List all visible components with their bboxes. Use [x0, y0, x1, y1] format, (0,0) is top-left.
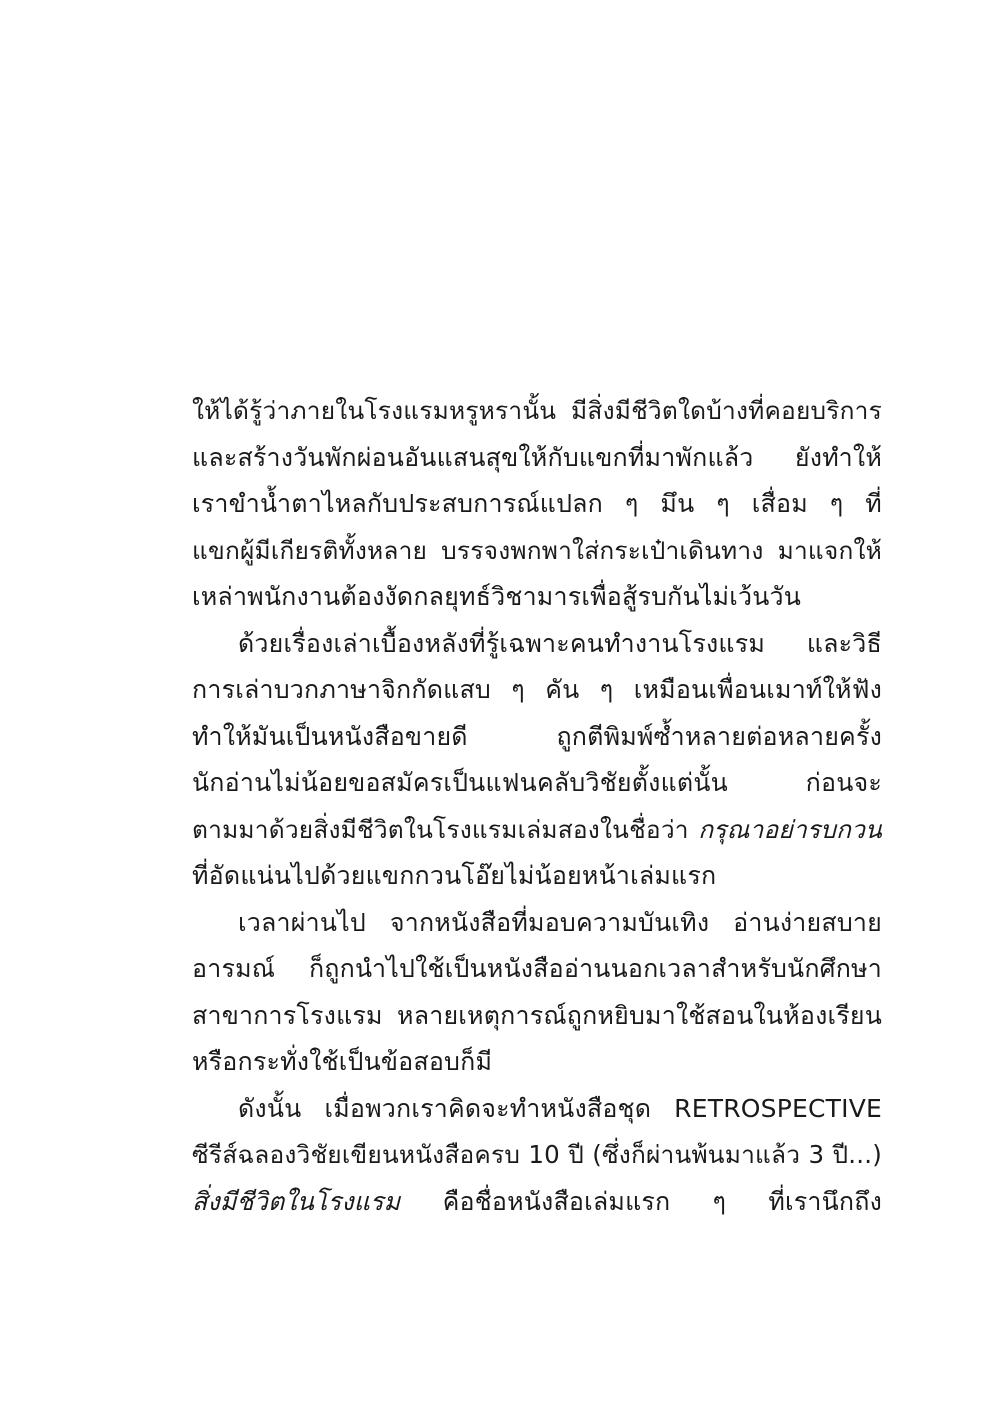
- paragraph-line: ดังนั้น เมื่อพวกเราคิดจะทำหนังสือชุด RETROSPECTIVE: [238, 1093, 882, 1123]
- paragraph-line: ทำให้มันเป็นหนังสือขายดี ถูกตีพิมพ์ซ้ำหลายต่อหลายครั้ง: [192, 721, 882, 751]
- paragraph-line: เราขำน้ำตาไหลกับประสบการณ์แปลก ๆ มึน ๆ เสื่อม ๆ ที่: [192, 489, 882, 518]
- line-text: คือชื่อหนังสือเล่มแรก ๆ ที่เรานึกถึง: [442, 1186, 882, 1216]
- paragraph-line: ซีรีส์ฉลองวิชัยเขียนหนังสือครบ 10 ปี (ซึ่งก็ผ่านพ้นมาแล้ว 3 ปี...): [192, 1140, 882, 1169]
- paragraph-line: ให้ได้รู้ว่าภายในโรงแรมหรูหรานั้น มีสิ่งมีชีวิตใดบ้างที่คอยบริการ: [192, 396, 882, 425]
- book-title-italic: สิ่งมีชีวิตในโรงแรม: [192, 1186, 401, 1216]
- paragraph-line: ที่อัดแน่นไปด้วยแขกกวนโอ๊ยไม่น้อยหน้าเล่มแรก: [192, 861, 717, 890]
- body-text: [192, 388, 882, 1225]
- paragraph-line: นักอ่านไม่น้อยขอสมัครเป็นแฟนคลับวิชัยตั้งแต่นั้น ก่อนจะ: [192, 768, 882, 797]
- paragraph-line: สาขาการโรงแรม หลายเหตุการณ์ถูกหยิบมาใช้สอนในห้องเรียน: [192, 1000, 882, 1030]
- paragraph-line: [192, 807, 882, 854]
- book-title-italic: กรุณาอย่ารบกวน: [698, 814, 882, 844]
- paragraph-line: หรือกระทั่งใช้เป็นข้อสอบก็มี: [192, 1047, 493, 1076]
- paragraph-line: เหล่าพนักงานต้องงัดกลยุทธ์วิชามารเพื่อสู้รบกันไม่เว้นวัน: [192, 582, 802, 611]
- paragraph-line: และสร้างวันพักผ่อนอันแสนสุขให้กับแขกที่มาพักแล้ว ยังทำให้: [192, 442, 882, 472]
- paragraph-line: ด้วยเรื่องเล่าเบื้องหลังที่รู้เฉพาะคนทำงานโรงแรม และวิธี: [238, 628, 882, 658]
- paragraph-line: เวลาผ่านไป จากหนังสือที่มอบความบันเทิง อ่านง่ายสบาย: [238, 907, 882, 937]
- paragraph-line: แขกผู้มีเกียรติทั้งหลาย บรรจงพกพาใส่กระเป๋าเดินทาง มาแจกให้: [192, 535, 882, 565]
- paragraph-line: อารมณ์ ก็ถูกนำไปใช้เป็นหนังสืออ่านนอกเวลาสำหรับนักศึกษา: [192, 954, 882, 983]
- paragraph-line: การเล่าบวกภาษาจิกกัดแสบ ๆ คัน ๆ เหมือนเพื่อนเมาท์ให้ฟัง: [192, 675, 882, 704]
- paragraph-line: [192, 1179, 882, 1226]
- line-text: ตามมาด้วยสิ่งมีชีวิตในโรงแรมเล่มสองในชื่อว่า: [192, 814, 689, 844]
